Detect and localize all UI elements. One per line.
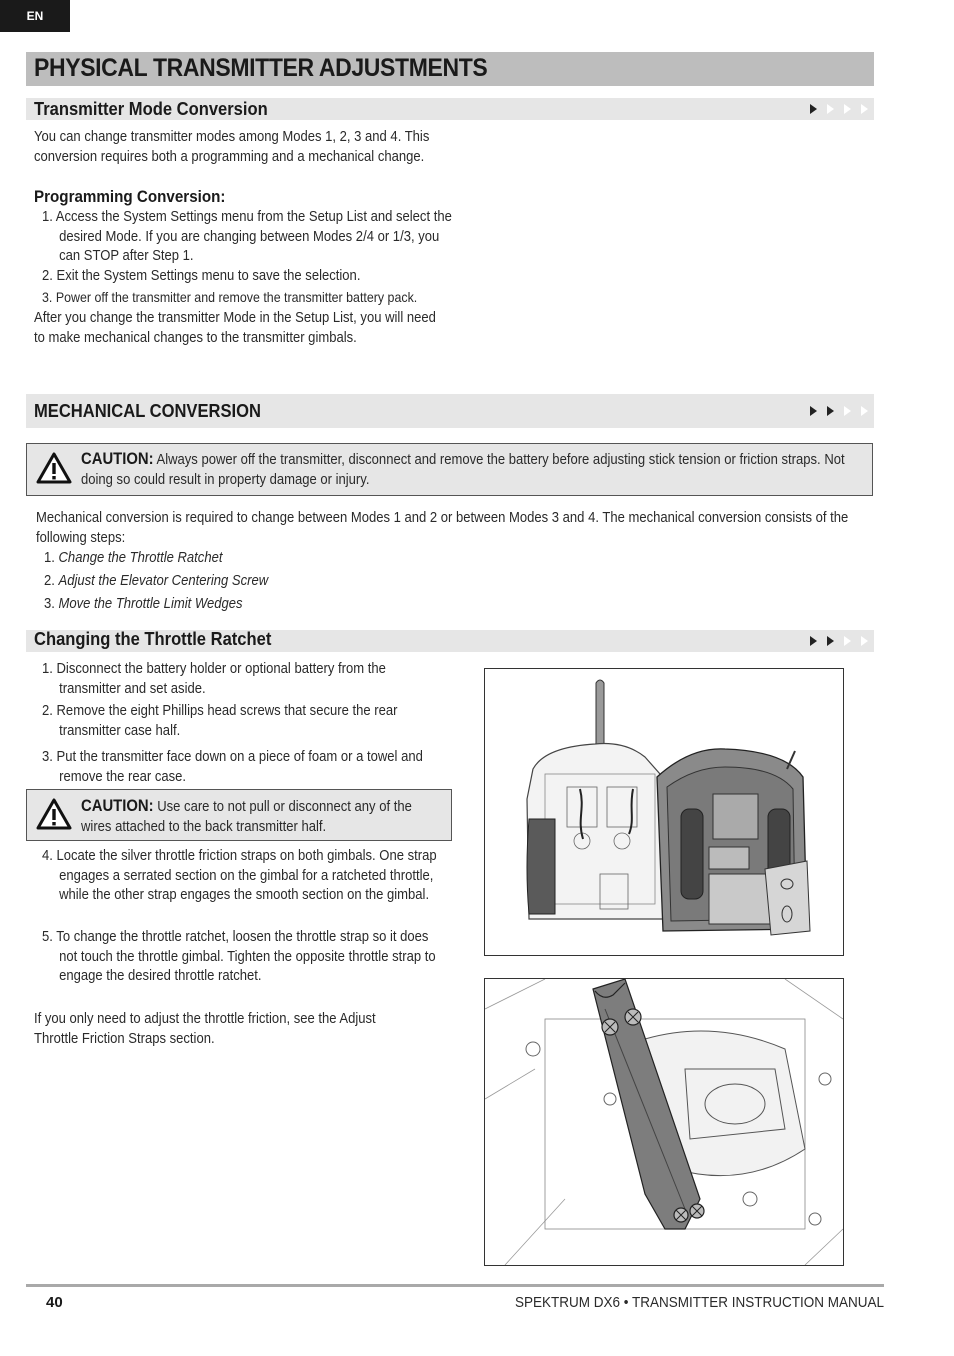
list-item [42,702,446,741]
arrow-icon [827,406,834,416]
list-item [42,660,446,699]
step-text: Disconnect the battery holder or optional battery from the transmitter and set aside. [56,661,386,697]
arrow-icon [810,104,817,114]
manual-title: SPEKTRUM DX6 • TRANSMITTER INSTRUCTION MANUAL [514,1294,884,1311]
step-text: Power off the transmitter and remove the transmitter battery pack. [55,290,418,305]
page-number: 40 [46,1294,63,1311]
step-text: Put the transmitter face down on a piece of foam or a towel and remove the rear case. [56,749,423,785]
page-title-bar [26,52,874,86]
step-number: 1. [42,661,53,677]
step-text: Access the System Settings menu from the Setup List and select the desired Mode. If you are changing between Modes 2/4 or 1/3, you can STOP after Step 1. [55,209,452,264]
list-item [44,549,404,569]
list-item [44,595,404,615]
caution-box [26,443,873,496]
warning-icon [36,452,72,484]
arrow-icon [844,636,851,646]
language-tab: EN [0,0,70,32]
caution-body: Use care to not pull or disconnect any of the wires attached to the back transmitter half. [81,799,412,835]
page-title: PHYSICAL TRANSMITTER ADJUSTMENTS [34,54,488,82]
caution-label: CAUTION: [81,450,154,468]
transmitter-illustration [485,669,843,955]
mode-intro: You can change transmitter modes among Modes 1, 2, 3 and 4. This conversion requires both a programming and a mechanical change. [34,129,430,165]
caution-message [81,450,862,490]
arrow-icon [861,104,868,114]
list-item [42,267,455,287]
list-item [42,847,460,906]
step-number: 1. [42,209,53,225]
step-text: Exit the System Settings menu to save the selection. [56,268,361,284]
step-number: 3. [42,749,53,765]
section-header-mode-conversion [26,98,874,120]
arrow-icon [827,104,834,114]
list-item [42,928,446,987]
arrow-icon [827,636,834,646]
section-title: Transmitter Mode Conversion [34,99,268,119]
mechanical-intro: Mechanical conversion is required to change between Modes 1 and 2 or between Modes 3 and 4. The mechanical conversion consists of the following steps: [36,510,849,546]
step-number: 2. [42,703,53,719]
step-number: 2. [42,268,53,284]
arrow-icon [810,406,817,416]
section-header-mechanical-conversion [26,394,874,428]
list-item [44,572,404,592]
arrow-icon [810,636,817,646]
gimbal-illustration [485,979,843,1265]
section-progress-arrows [810,406,868,416]
step-number: 3. [42,290,53,305]
section-title: Changing the Throttle Ratchet [34,629,272,649]
step-number: 5. [42,929,53,945]
step-text: Change the Throttle Ratchet [58,550,223,566]
arrow-icon [861,636,868,646]
arrow-icon [844,104,851,114]
step-text: Remove the eight Phillips head screws that secure the rear transmitter case half. [56,703,398,739]
caution-box [26,789,452,841]
arrow-icon [861,406,868,416]
section-title: MECHANICAL CONVERSION [34,401,261,421]
throttle-strap-closeup-illustration [484,978,844,1266]
step-number: 2. [44,573,55,589]
programming-conversion-title: Programming Conversion: [34,188,226,206]
warning-icon [36,798,72,830]
step-number: 1. [44,550,55,566]
step-text: Locate the silver throttle friction straps on both gimbals. One strap engages a serrated section on the gimbal for a ratcheted throttle, while the other strap engages the smooth section on the gimbal. [56,848,437,903]
caution-body: Always power off the transmitter, disconnect and remove the battery before adjusting stick tension or friction straps. Not doing so could result in property damage or injury. [81,452,845,488]
list-item [42,288,482,308]
mode-outro: After you change the transmitter Mode in the Setup List, you will need to make mechanical changes to the transmitter gimbals. [34,310,436,346]
list-item [42,208,455,267]
step-text: To change the throttle ratchet, loosen the throttle strap so it does not touch the throttle gimbal. Tighten the opposite throttle strap to engage the desired throttle ratchet. [56,929,436,984]
caution-message [81,797,432,837]
list-item [42,748,446,787]
step-number: 3. [44,596,55,612]
step-text: Move the Throttle Limit Wedges [58,596,243,612]
section-progress-arrows [810,104,868,114]
arrow-icon [844,406,851,416]
transmitter-open-case-illustration [484,668,844,956]
caution-label: CAUTION: [81,797,154,815]
section-header-throttle-ratchet [26,630,874,652]
step-number: 4. [42,848,53,864]
section-progress-arrows [810,636,868,646]
step-text: Adjust the Elevator Centering Screw [58,573,269,589]
throttle-friction-note: If you only need to adjust the throttle friction, see the Adjust Throttle Friction Straps section. [34,1011,376,1047]
footer-rule [26,1284,884,1287]
